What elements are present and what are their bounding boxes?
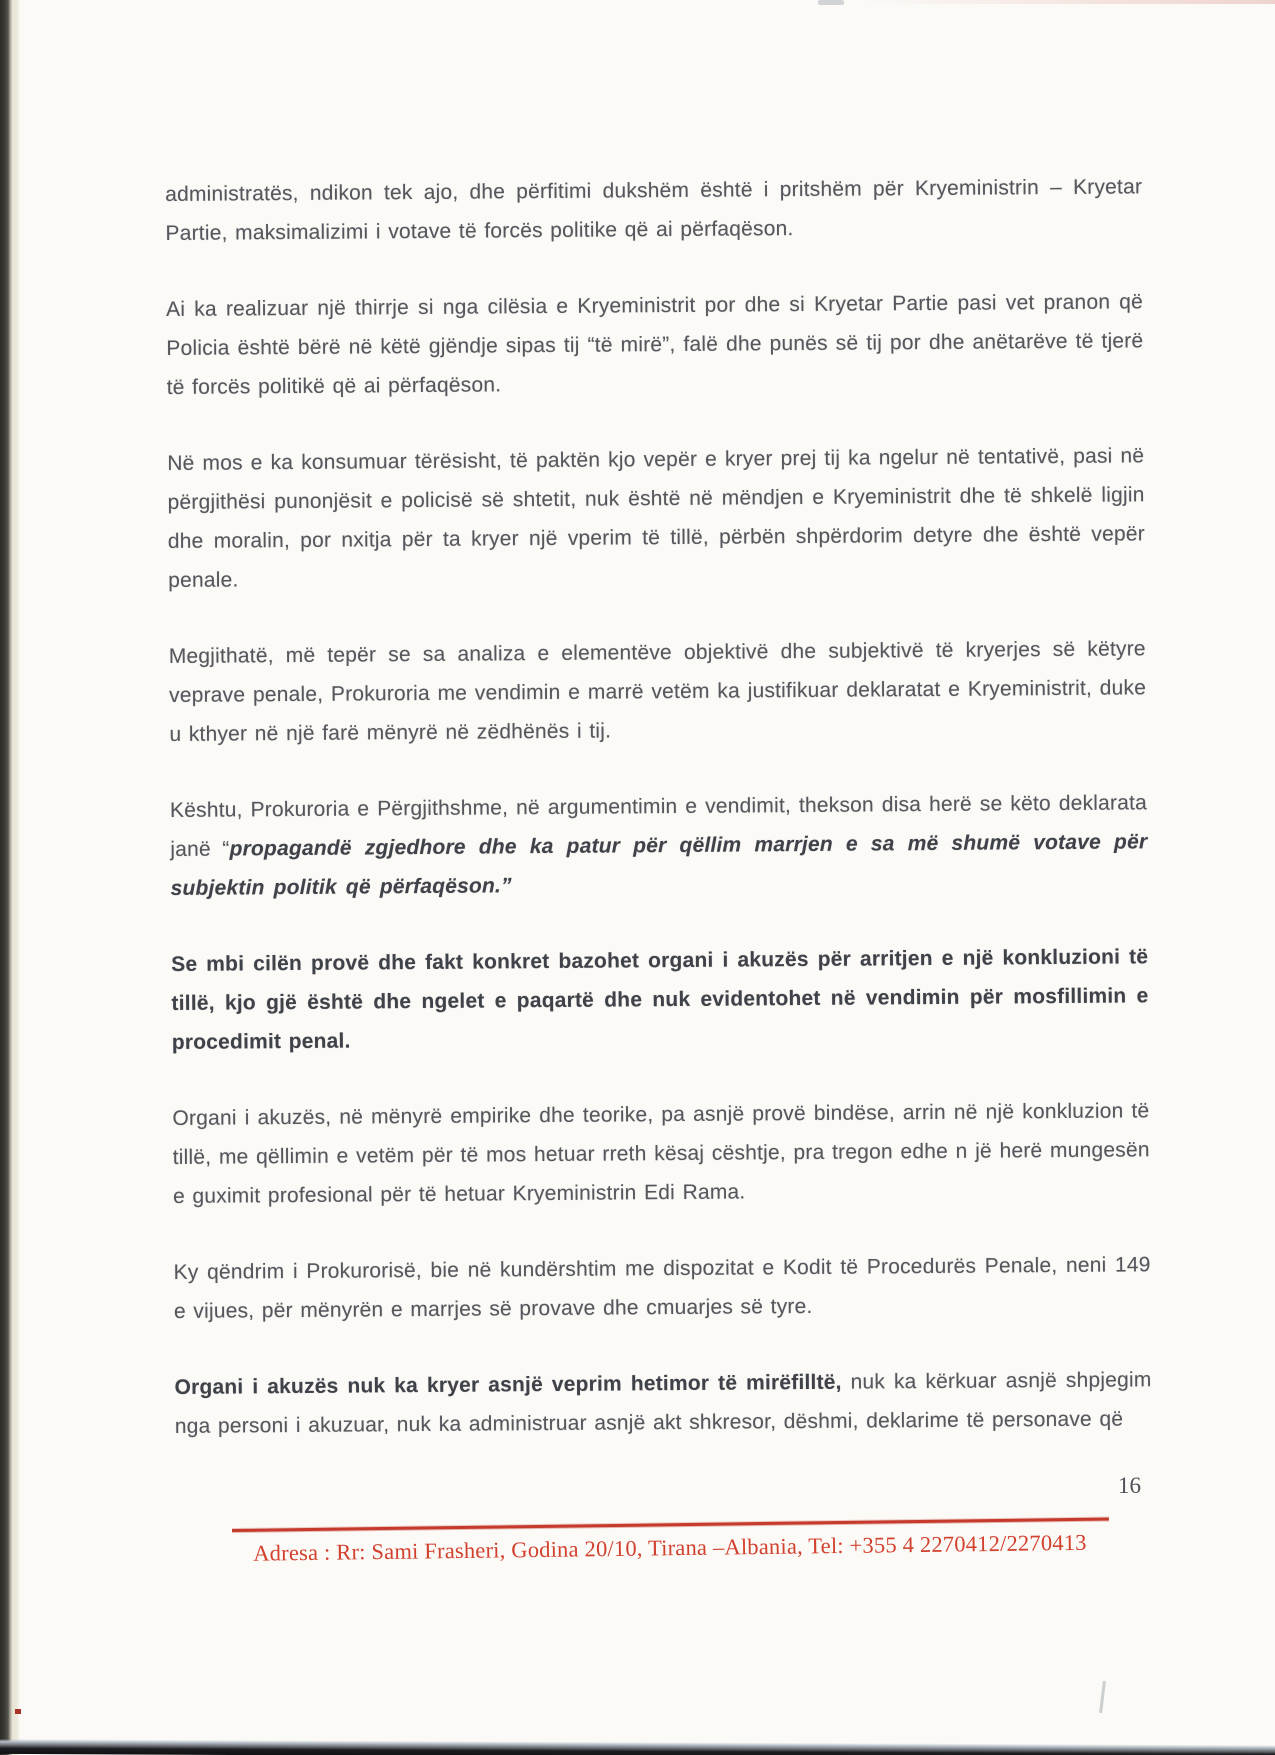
paragraph <box>174 1360 1152 1446</box>
paragraph <box>171 937 1149 1062</box>
footer-divider-line <box>232 1518 1109 1532</box>
paragraph <box>170 783 1148 908</box>
paragraph <box>173 1245 1151 1331</box>
document-body <box>165 167 1152 1483</box>
text-run: Organi i akuzës nuk ka kryer asnjë veprim hetimor të mirëfilltë, <box>174 1370 842 1399</box>
scan-top-mark <box>818 0 844 5</box>
paragraph <box>166 282 1144 407</box>
paragraph <box>169 629 1147 754</box>
text-run: Kështu, Prokuroria e Përgjithshme, në argumentimin e vendimit, thekson disa herë se këto deklarata janë “ <box>169 791 1148 861</box>
text-run: Ky qëndrim i Prokurorisë, bie në kundërshtim me dispozitat e Kodit të Procedurës Penale, neni 149 e vijues, për mënyrën e marrjes së provave dhe cmuarjes së tyre. <box>173 1253 1151 1323</box>
text-run: nuk ka kërkuar asnjë shpjegim nga personi i akuzuar, nuk ka administruar asnjë akt shkresor, dëshmi, deklarime të personave që <box>174 1368 1152 1438</box>
text-run: Organi i akuzës, në mënyrë empirike dhe teorike, pa asnjë provë bindëse, arrin në një konkluzion të tillë, me qëllimin e vetëm për të mos hetuar rreth kësaj cështje, pra tregon edhe n jë herë mungesën e guximit profesional për të hetuar Kryeministrin Edi Rama. <box>172 1099 1150 1208</box>
scan-edge-bottom <box>0 1739 1275 1755</box>
text-run: Ai ka realizuar një thirrje si nga cilësia e Kryeministrit por dhe si Kryetar Partie pasi vet pranon që Policia është bërë në këtë gjëndje sipas tij “të mirë”, falë dhe punës së tij por dhe anëtarëve të tjerë të forcës politikë që ai përfaqëson. <box>165 290 1144 399</box>
paragraph <box>172 1091 1150 1216</box>
text-run: Në mos e ka konsumuar tërësisht, të paktën kjo vepër e kryer prej tij ka ngelur në tentativë, pasi në përgjithësi punonjësit e policisë së shtetit, nuk është në mëndjen e Kryeministrit dhe të shkelë ligjin dhe moralin, por nxitja për ta kryer një vperim të tillë, përbën shpërdorim detyre dhe është vepër penale. <box>167 444 1145 592</box>
footer-address: Adresa : Rr: Sami Frasheri, Godina 20/10, Tirana –Albania, Tel: +355 4 2270412/2270413 <box>253 1529 1087 1566</box>
text-run: Megjithatë, më tepër se sa analiza e elementëve objektivë dhe subjektivë të kryerjes së këtyre veprave penale, Prokuroria me vendimin e marrë vetëm ka justifikuar deklaratat e Kryeministrit, duke u kthyer në një farë mënyrë në zëdhënës i tij. <box>168 637 1147 746</box>
paragraph <box>167 436 1145 600</box>
scan-smudge-artifact <box>1099 1681 1106 1713</box>
scan-top-tint <box>860 0 1275 4</box>
page-number: 16 <box>1118 1473 1141 1498</box>
paragraph <box>165 167 1143 253</box>
scan-red-dot-artifact <box>15 1709 21 1714</box>
text-run: Se mbi cilën provë dhe fakt konkret bazohet organi i akuzës për arritjen e një konkluzioni të tillë, kjo gjë është dhe ngelet e paqartë dhe nuk evidentohet në vendimin për mosfillimin e procedimit penal. <box>171 945 1149 1054</box>
text-run: propagandë zgjedhore dhe ka patur për qëllim marrjen e sa më shumë votave për subjektin politik që përfaqëson.” <box>170 830 1148 900</box>
text-run: administratës, ndikon tek ajo, dhe përfitimi dukshëm është i pritshëm për Kryeministrin – Kryetar Partie, maksimalizimi i votave të forcës politike që ai përfaqëson. <box>165 175 1143 245</box>
scan-edge-left <box>0 0 20 1755</box>
